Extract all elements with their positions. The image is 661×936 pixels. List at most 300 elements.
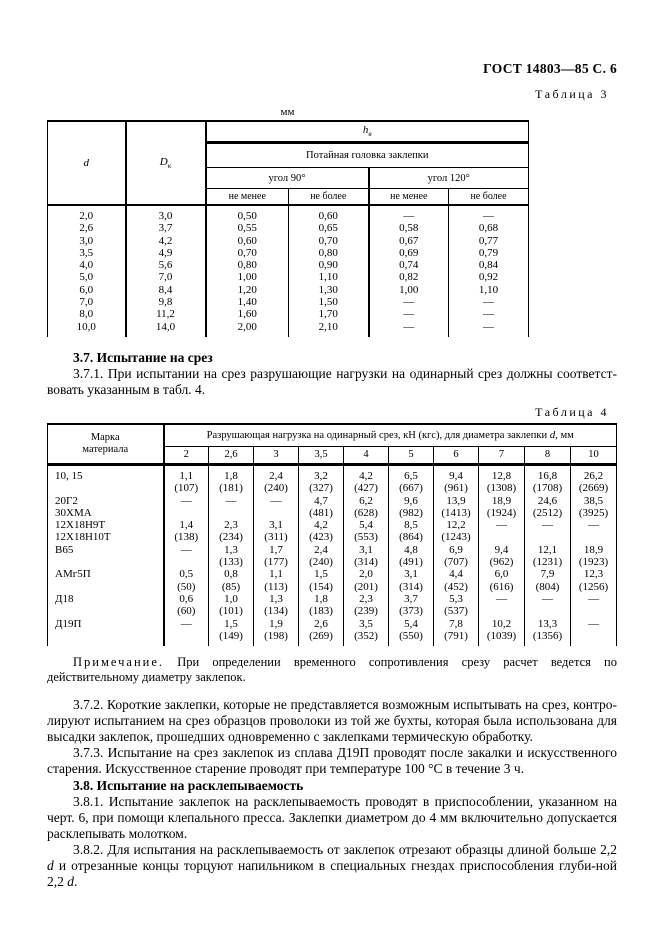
table4-value-cell (164, 464, 209, 494)
table4-value-cell (525, 464, 571, 494)
table4-value-cell (209, 568, 254, 593)
load-kgs: (269) (309, 629, 333, 642)
table3-cell: 1,70 (289, 308, 369, 320)
table4-value-cell (479, 618, 525, 647)
table4-value-cell (254, 568, 299, 593)
table3-row (48, 284, 529, 296)
load-kgs: (240) (309, 556, 333, 569)
load-kn: 2,6 (314, 617, 328, 630)
section-heading: 3.8. Испытание на расклепываемость (73, 777, 304, 793)
load-kgs: (616) (489, 580, 514, 593)
table4-row (48, 519, 617, 544)
table3 (47, 120, 529, 337)
load-kn: 1,1 (179, 469, 194, 482)
load-kn: 9,6 (404, 494, 418, 507)
table4-row (48, 618, 617, 647)
paragraph: 3.7.1. При испытании на срез разрушающие нагрузки на одинарный срез должны соответст-вовать указанным в табл. 4. (47, 365, 617, 397)
load-kn: 12,3 (583, 568, 604, 581)
load-kn: 2,4 (314, 543, 328, 556)
table3-cell: 6,0 (48, 284, 126, 296)
load-kgs: (3925) (578, 506, 609, 519)
table4-diameter-cell: 2,6 (209, 446, 254, 464)
table4-value-cell (344, 495, 389, 520)
table4-diameter-cell: 7 (479, 446, 525, 464)
table4-value-cell (434, 568, 479, 593)
table4-diameter-cell: 10 (571, 446, 617, 464)
table4-material-cell (48, 495, 164, 520)
load-kgs (165, 507, 209, 519)
load-kgs: (1356) (532, 629, 563, 642)
table3-notless-90: не менее (206, 189, 289, 206)
table4-material-cell (48, 544, 164, 569)
table3-col-h: $h_в$ (206, 121, 529, 143)
table4-value-cell (571, 519, 617, 544)
table4-value-cell (389, 544, 434, 569)
load-kgs: (177) (264, 556, 288, 569)
table4-value-cell (299, 568, 344, 593)
load-kn: 13,3 (537, 617, 558, 630)
load-kn: 1,8 (314, 592, 328, 605)
load-kn: 3,2 (314, 469, 328, 482)
table4-value-cell (164, 618, 209, 647)
table4-material-cell (48, 618, 164, 647)
load-kgs: (101) (219, 605, 243, 618)
load-kn: 1,5 (224, 617, 238, 630)
load-kn: 8,5 (404, 519, 418, 532)
load-kgs: (481) (309, 506, 333, 519)
table3-row (48, 308, 529, 320)
table3-cell: 4,0 (48, 259, 126, 271)
table4-value-cell (525, 544, 571, 569)
load-kn: 2,3 (224, 519, 238, 532)
table4-diameter-cell: 3 (254, 446, 299, 464)
load-kgs: (553) (354, 531, 378, 544)
load-kn: 1,0 (224, 592, 238, 605)
load-kn: 3,5 (359, 617, 373, 630)
table3-cell: 14,0 (126, 321, 206, 337)
load-kgs: (628) (354, 506, 378, 519)
table3-cell: 7,0 (48, 296, 126, 308)
table3-cell: 11,2 (126, 308, 206, 320)
table4-value-cell (389, 519, 434, 544)
table3-cell: 2,10 (289, 321, 369, 337)
table4-row (48, 593, 617, 618)
load-kn: 4,2 (359, 469, 373, 482)
load-kn: 2,3 (359, 592, 373, 605)
table3-cell: 4,2 (126, 235, 206, 247)
table4-value-cell (479, 593, 525, 618)
load-kgs: (113) (264, 580, 288, 593)
table4-diameter-cell: 6 (434, 446, 479, 464)
table4-value-cell (479, 544, 525, 569)
table3-notmore-90: не более (289, 189, 369, 206)
table3-cell: — (369, 321, 449, 337)
table4-material-cell (48, 593, 164, 618)
table4-value-cell (571, 568, 617, 593)
table3-cell: 0,80 (289, 247, 369, 259)
load-kgs: (791) (444, 629, 468, 642)
load-kgs: (183) (309, 605, 333, 618)
load-kgs: (149) (219, 629, 243, 642)
load-kgs: (864) (399, 531, 423, 544)
table3-cell: 0,55 (206, 222, 289, 234)
load-kgs: (1039) (486, 629, 517, 642)
table3-notless-120: не менее (369, 189, 449, 206)
material-line: 30ХМА (55, 506, 92, 519)
table4-value-cell (299, 544, 344, 569)
load-kn: 3,7 (404, 592, 418, 605)
table3-cell: 1,30 (289, 284, 369, 296)
load-kn: 1,5 (314, 568, 328, 581)
table3-cell: 0,92 (478, 271, 499, 284)
table4-value-cell (209, 593, 254, 618)
table4-caption: Таблица 4 (535, 404, 609, 419)
table4-value-cell (571, 544, 617, 569)
table4-value-cell (254, 593, 299, 618)
table4-value-cell (434, 519, 479, 544)
table4-value-cell (479, 464, 525, 494)
table3-row (48, 271, 529, 283)
table4-header (48, 424, 617, 465)
load-kgs (571, 531, 616, 543)
load-kgs: (311) (264, 531, 288, 544)
table4-value-cell (389, 568, 434, 593)
load-kgs (479, 605, 524, 617)
table4-value-cell (209, 519, 254, 544)
load-kgs: (138) (174, 531, 199, 544)
load-kn: 10,2 (491, 617, 512, 630)
load-kgs (525, 605, 570, 617)
table4-value-cell (344, 618, 389, 647)
table3-cell: 0,77 (478, 234, 499, 247)
load-kgs: (1308) (486, 482, 517, 495)
table4-value-cell (164, 593, 209, 618)
load-kgs (254, 507, 298, 519)
table3-row (48, 321, 529, 337)
load-kn: 24,6 (537, 494, 558, 507)
table3-cell: 1,50 (289, 296, 369, 308)
table3-row (48, 235, 529, 247)
load-kgs: (423) (309, 531, 333, 544)
table3-cell: 3,5 (48, 247, 126, 259)
table3-cell: 10,0 (48, 321, 126, 337)
load-kgs: (1231) (532, 556, 563, 569)
table3-cell: 0,82 (369, 271, 449, 283)
load-kn: 5,4 (359, 519, 373, 532)
table4-value-cell (434, 593, 479, 618)
load-kn: 1,7 (269, 543, 283, 556)
load-kn: 3,1 (269, 519, 283, 532)
table3-notmore-120: не более (449, 189, 529, 206)
load-kgs: (134) (264, 605, 288, 618)
load-kn: 13,9 (446, 494, 466, 507)
load-kgs: (60) (177, 605, 196, 618)
table3-row (48, 296, 529, 308)
load-kn: 1,4 (179, 519, 194, 532)
load-kgs: (239) (354, 605, 378, 618)
paragraph: 3.7.2. Короткие заклепки, которые не представляется возможным испытывать на срез, контро-лируют испытанием на срез образцов проволоки из той же бухты, которая была использована для высадки заклепок, прошедших одновременно с заклепками термическую обработку. (47, 696, 617, 744)
load-kn: 0,5 (179, 568, 194, 581)
table4-load-header: Разрушающая нагрузка на одинарный срез, кН (кгс), для диаметра заклепки d, мм (164, 424, 617, 447)
load-kgs: (181) (219, 482, 243, 495)
table4-value-cell (344, 464, 389, 494)
load-kgs (479, 531, 524, 543)
material-line: Д18 (55, 592, 74, 605)
table4-row (48, 544, 617, 569)
table4-value-cell (254, 544, 299, 569)
load-kgs: (373) (399, 605, 423, 618)
table4-value-cell (299, 593, 344, 618)
load-kgs: (667) (399, 482, 423, 495)
table4-note: Примечание. При определении временного сопротивления срезу расчет ведется по действительному диаметру заклепок. (47, 655, 617, 684)
table3-cell: 0,60 (206, 235, 289, 247)
table4-value-cell (389, 464, 434, 494)
load-kn: 38,5 (583, 494, 604, 507)
table4-body (48, 464, 617, 646)
table4-diameter-cell: 3,5 (299, 446, 344, 464)
table4-value-cell (209, 618, 254, 647)
table3-col-d: d (48, 121, 126, 205)
table3-cell: 1,00 (206, 271, 289, 283)
load-kgs: (198) (264, 629, 288, 642)
load-kn: — (496, 519, 507, 532)
table4-material-cell (48, 464, 164, 494)
table3-cell: — (483, 320, 494, 333)
table4-value-cell (434, 618, 479, 647)
table3-cell: 0,90 (289, 259, 369, 271)
table4-value-cell (479, 495, 525, 520)
table3-cell: 0,67 (369, 235, 449, 247)
table4-value-cell (525, 593, 571, 618)
load-kn: — (496, 592, 507, 605)
load-kn: 9,4 (494, 543, 509, 556)
table3-cell: 1,10 (478, 283, 499, 296)
table3-row (48, 205, 529, 222)
load-kgs: (962) (489, 556, 514, 569)
load-kgs: (352) (354, 629, 378, 642)
load-kn: 16,8 (537, 469, 558, 482)
table3-caption: Таблица 3 (535, 87, 609, 101)
table4-value-cell (344, 593, 389, 618)
material-line-spacer (55, 581, 163, 593)
table3-cell: — (369, 296, 449, 308)
material-line: АМг5П (55, 568, 91, 581)
table3-cell: 5,6 (126, 259, 206, 271)
table3-cell: 0,70 (206, 247, 289, 259)
load-kn: 12,8 (491, 469, 512, 482)
material-line: 20Г2 (55, 494, 78, 507)
load-kn: — (180, 543, 192, 556)
table4-value-cell (525, 519, 571, 544)
load-kgs: (804) (535, 580, 560, 593)
material-line: Д19П (55, 617, 82, 630)
table3-cell: 0,60 (289, 205, 369, 222)
load-kn: — (588, 592, 599, 605)
load-kn: 12,2 (446, 519, 466, 532)
load-kn: 9,4 (449, 469, 463, 482)
table3-cell: 4,9 (126, 247, 206, 259)
table3-cell: 0,74 (369, 259, 449, 271)
load-kn: 1,9 (269, 617, 283, 630)
load-kn: 0,8 (224, 568, 238, 581)
table3-angle-120: угол 120° (369, 168, 529, 189)
table4-value-cell (299, 495, 344, 520)
table3-group-title: Потайная головка заклепки (206, 143, 529, 168)
table4-material-cell (48, 568, 164, 593)
table3-cell: 3,0 (48, 235, 126, 247)
load-kn: 18,9 (583, 543, 604, 556)
table3-cell: 0,69 (369, 247, 449, 259)
table3-cell: 1,00 (369, 284, 449, 296)
load-kgs: (1413) (441, 506, 471, 519)
load-kgs: (2512) (532, 506, 563, 519)
table3-units-label: мм (280, 106, 295, 118)
table4-value-cell (254, 618, 299, 647)
table4-diameter-cell: 5 (389, 446, 434, 464)
load-kn: 4,7 (314, 494, 328, 507)
table4 (47, 423, 617, 646)
load-kgs: (314) (354, 556, 378, 569)
table4-value-cell (389, 593, 434, 618)
table3-cell: 2,0 (48, 205, 126, 222)
table4-value-cell (434, 495, 479, 520)
table4-value-cell (571, 495, 617, 520)
load-kn: 2,4 (269, 469, 283, 482)
table3-header (48, 121, 529, 205)
table3-cell: 1,10 (289, 271, 369, 283)
load-kgs: (537) (444, 605, 468, 618)
table4-diameter-cell: 4 (344, 446, 389, 464)
load-kn: 5,3 (449, 592, 463, 605)
table4-value-cell (209, 464, 254, 494)
table4-value-cell (434, 464, 479, 494)
table4-value-cell (164, 568, 209, 593)
table4-value-cell (164, 544, 209, 569)
load-kgs (571, 630, 616, 642)
table3-cell: 0,80 (206, 259, 289, 271)
table4-value-cell (254, 464, 299, 494)
load-kgs: (2669) (578, 482, 609, 495)
table4-value-cell (209, 544, 254, 569)
table4-value-cell (479, 519, 525, 544)
load-kgs: (50) (177, 580, 196, 593)
table3-cell: 0,50 (206, 205, 289, 222)
table4-value-cell (525, 495, 571, 520)
load-kn: 4,2 (314, 519, 328, 532)
material-line: 10, 15 (55, 469, 83, 482)
page-content (47, 0, 617, 890)
load-kgs: (85) (221, 580, 241, 593)
material-line-spacer (55, 482, 163, 494)
table3-cell: — (369, 205, 449, 222)
table3-angle-90: угол 90° (206, 168, 369, 189)
table4-material-header: Марка материала (48, 424, 164, 465)
table3-cell: 0,79 (478, 246, 499, 259)
table4-row (48, 495, 617, 520)
text-block-2 (47, 697, 617, 890)
load-kgs: (1243) (441, 531, 471, 544)
load-kgs (209, 507, 253, 519)
table4-value-cell (164, 519, 209, 544)
load-kgs (571, 605, 616, 617)
table4-value-cell (299, 519, 344, 544)
load-kn: 12,1 (537, 543, 558, 556)
table3-col-dk: $D_к$ (126, 121, 206, 205)
load-kgs: (961) (444, 482, 468, 495)
table4-value-cell (571, 593, 617, 618)
table3-cell: 0,58 (369, 222, 449, 234)
table4-value-cell (254, 495, 299, 520)
table3-cell: 1,20 (206, 284, 289, 296)
table4-value-cell (434, 544, 479, 569)
table4-diameter-cell: 8 (525, 446, 571, 464)
load-kgs: (154) (309, 580, 333, 593)
material-line-spacer (55, 605, 163, 617)
page-header: ГОСТ 14803—85 С. 6 (483, 61, 617, 76)
load-kn: 1,3 (224, 543, 238, 556)
load-kn: 6,2 (359, 494, 373, 507)
table4-value-cell (164, 495, 209, 520)
load-kn: — (180, 494, 192, 507)
load-kn: 18,9 (491, 494, 512, 507)
load-kn: 0,6 (179, 592, 194, 605)
load-kn: 1,3 (269, 592, 283, 605)
load-kn: 1,8 (224, 469, 238, 482)
table3-cell: 0,68 (478, 222, 499, 235)
table4-value-cell (209, 495, 254, 520)
load-kgs (525, 531, 570, 543)
load-kgs: (1924) (486, 506, 517, 519)
table3-cell: 2,6 (48, 222, 126, 234)
load-kgs: (491) (399, 556, 423, 569)
table3-cell: 7,0 (126, 271, 206, 283)
load-kgs: (707) (444, 556, 468, 569)
load-kn: — (588, 519, 599, 532)
table4-row (48, 568, 617, 593)
table3-cell: 3,7 (126, 222, 206, 234)
paragraph: 3.7.3. Испытание на срез заклепок из сплава Д19П проводят после закалки и искусственного старения. Искусственное старение проводят при температуре 100 °С в течение 3 ч. (47, 744, 617, 776)
table3-cell: 3,0 (126, 205, 206, 222)
load-kgs: (550) (399, 629, 423, 642)
load-kgs: (314) (399, 580, 423, 593)
table3-cell: 5,0 (48, 271, 126, 283)
table3-cell: 2,00 (206, 321, 289, 337)
load-kgs: (1708) (532, 482, 563, 495)
table4-value-cell (254, 519, 299, 544)
load-kn: — (542, 592, 553, 605)
load-kn: 4,8 (404, 543, 418, 556)
table3-body (48, 205, 529, 337)
table4-value-cell (389, 618, 434, 647)
load-kgs: (327) (309, 482, 333, 495)
table3-cell: 8,0 (48, 308, 126, 320)
paragraph: 3.8.2. Для испытания на расклепываемость от заклепок отрезают образцы длиной больше 2,2 d и отрезанные концы торцуют напильником в специальных гнездах приспособления глуби-ной 2,2 d. (47, 841, 617, 889)
material-line: 12Х18Н9Т (55, 519, 106, 532)
table4-value-cell (571, 464, 617, 494)
load-kgs (165, 556, 209, 568)
table3-cell: 9,8 (126, 296, 206, 308)
table4-material-cell (48, 519, 164, 544)
table4-value-cell (525, 568, 571, 593)
load-kgs: (107) (174, 482, 199, 495)
load-kgs: (234) (219, 531, 243, 544)
load-kn: 3,1 (404, 568, 418, 581)
load-kgs: (201) (354, 580, 378, 593)
load-kn: — (588, 617, 599, 630)
material-line: В65 (55, 543, 74, 556)
table4-value-cell (299, 618, 344, 647)
material-line-spacer (55, 556, 163, 568)
